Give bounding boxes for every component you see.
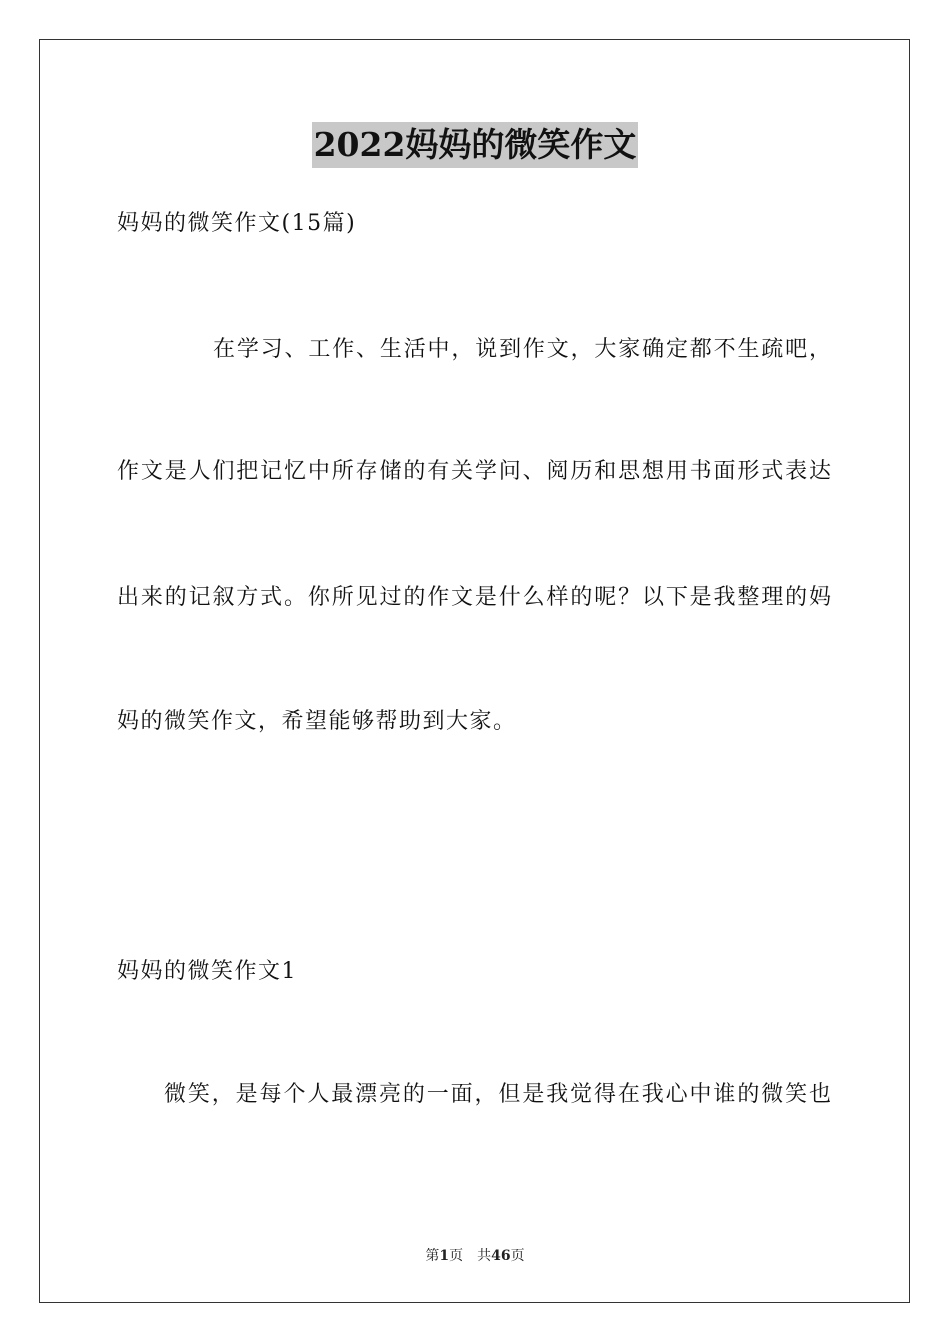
footer-total-unit: 页 — [510, 1248, 525, 1264]
footer-total-pages: 46 — [491, 1248, 511, 1264]
title-container — [0, 122, 950, 168]
footer-total-prefix: 共 — [477, 1248, 492, 1264]
intro-line-1: 在学习、工作、生活中，说到作文，大家确定都不生疏吧， — [213, 337, 831, 362]
intro-line-4: 妈的微笑作文，希望能够帮助到大家。 — [117, 709, 517, 734]
footer-page-number: 1 — [439, 1248, 450, 1264]
body-line-1: 微笑，是每个人最漂亮的一面，但是我觉得在我心中谁的微笑也 — [164, 1082, 831, 1107]
section-heading: 妈妈的微笑作文1 — [117, 959, 297, 984]
document-title: 2022妈妈的微笑作文 — [312, 122, 639, 168]
footer-page-prefix: 第 — [425, 1248, 440, 1264]
page-footer — [0, 1246, 950, 1266]
footer-page-unit: 页 — [449, 1248, 464, 1264]
intro-line-2: 作文是人们把记忆中所存储的有关学问、阅历和思想用书面形式表达 — [117, 459, 831, 484]
document-subtitle: 妈妈的微笑作文(15篇) — [117, 211, 357, 236]
intro-line-3: 出来的记叙方式。你所见过的作文是什么样的呢？以下是我整理的妈 — [117, 585, 831, 610]
